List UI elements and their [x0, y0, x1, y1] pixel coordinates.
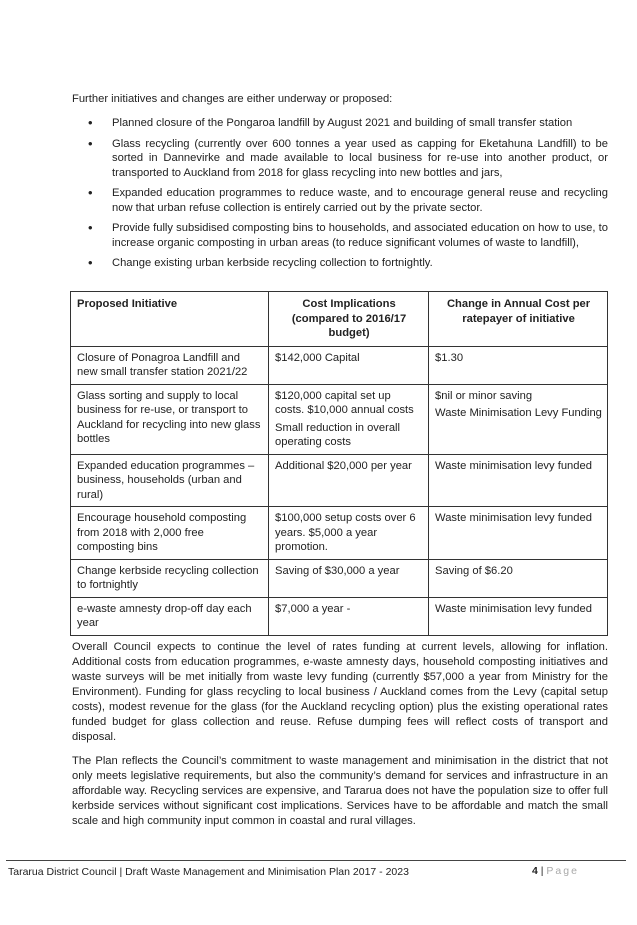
cell-line: Waste minimisation levy funded — [435, 459, 592, 472]
cell-line: Additional $20,000 per year — [275, 459, 412, 472]
column-header-change: Change in Annual Cost per ratepayer of initiative — [429, 292, 608, 347]
page-word: Page — [546, 865, 579, 877]
page-separator: | — [537, 865, 547, 877]
table-row — [71, 454, 608, 507]
table-row — [71, 346, 608, 384]
table-row — [71, 597, 608, 635]
cell-initiative: Closure of Ponagroa Landfill and new small transfer station 2021/22 — [71, 346, 269, 384]
footer-divider — [6, 860, 626, 861]
list-item: • Expanded education programmes to reduce waste, and to encourage general reuse and recycling now that urban refuse collection is entirely carried out by the private sector. — [88, 186, 608, 215]
list-item: • Change existing urban kerbside recycling collection to fortnightly. — [88, 256, 608, 271]
cell-line: Saving of $30,000 a year — [275, 564, 400, 577]
cell-line: $7,000 a year - — [275, 602, 351, 615]
cell-initiative: Change kerbside recycling collection to fortnightly — [71, 559, 269, 597]
cell-line: $100,000 setup costs over 6 years. $5,000 a year promotion. — [275, 512, 416, 553]
cell-cost — [269, 454, 429, 507]
cell-cost — [269, 597, 429, 635]
cell-change — [429, 384, 608, 454]
cell-line: $1.30 — [435, 351, 464, 364]
page-number-label — [532, 865, 579, 877]
cell-line: Saving of $6.20 — [435, 564, 513, 577]
list-item: • Planned closure of the Pongaroa landfill by August 2021 and building of small transfer station — [88, 116, 608, 131]
cell-change — [429, 454, 608, 507]
table-header-row — [71, 292, 608, 347]
cell-cost — [269, 384, 429, 454]
footer-title: Tararua District Council | Draft Waste Management and Minimisation Plan 2017 - 2023 — [8, 866, 409, 878]
table-row — [71, 559, 608, 597]
cell-change — [429, 507, 608, 560]
cell-cost — [269, 346, 429, 384]
paragraph-commitment: The Plan reflects the Council’s commitment to waste management and minimisation in the district that not only meets legislative requirements, but also the community’s demand for services and infrastructure in an affordable way. Recycling services are expensive, and Tararua does not have the population size to offer full kerbside services without significant cost implications. Services have to be affordable and match the small scale and high community input common in coastal and rural villages. — [72, 755, 608, 827]
cell-line: $nil or minor saving — [435, 389, 533, 402]
list-item: • Provide fully subsidised composting bins to households, and associated education on how to use, to increase organic composting in urban areas (to reduce significant volumes of waste to landfill), — [88, 221, 608, 250]
cell-initiative: e-waste amnesty drop-off day each year — [71, 597, 269, 635]
paragraph-funding: Overall Council expects to continue the level of rates funding at current levels, allowing for inflation. Additional costs from education programmes, e-waste amnesty days, household composting initiatives and waste surveys will be met initially from waste levy funding (currently $57,000 a year from Ministry for the Environment). Funding for glass recycling to local business / Auckland comes from the Levy (capital setup costs), modest revenue for the glass (for the Auckland recycling option) plus the existing operational rates funded budget for glass collection and reuse. Refuse dumping fees will reflect costs of transport and disposal. — [72, 641, 608, 743]
cell-cost — [269, 559, 429, 597]
page-number: 4 — [532, 865, 538, 877]
cell-line: $120,000 capital set up costs. $10,000 annual costs — [275, 389, 414, 416]
initiatives-list — [88, 116, 608, 277]
cell-line: Waste minimisation levy funded — [435, 512, 592, 524]
column-header-initiative: Proposed Initiative — [71, 292, 269, 347]
intro-text: Further initiatives and changes are either underway or proposed: — [72, 93, 393, 105]
cell-initiative: Encourage household composting from 2018 with 2,000 free composting bins — [71, 507, 269, 560]
cell-line: Waste minimisation levy funded — [435, 602, 592, 615]
cell-initiative: Expanded education programmes – business, households (urban and rural) — [71, 454, 269, 507]
cell-change — [429, 346, 608, 384]
cell-initiative: Glass sorting and supply to local business for re-use, or transport to Auckland for recycling into new glass bottles — [71, 384, 269, 454]
cell-line: $142,000 Capital — [275, 351, 360, 364]
table-row — [71, 384, 608, 454]
cell-line: Waste Minimisation Levy Funding — [435, 407, 602, 419]
cell-line: Small reduction in overall operating costs — [275, 421, 401, 448]
table-row — [71, 507, 608, 560]
cell-change — [429, 597, 608, 635]
list-item: • Glass recycling (currently over 600 tonnes a year used as capping for Eketahuna Landfill) to be sorted in Dannevirke and made available to local business for re-use into another product, or transported to Auckland from 2018 for glass recycling into new bottles and jars, — [88, 137, 608, 181]
initiatives-table — [70, 291, 608, 636]
cell-change — [429, 559, 608, 597]
column-header-cost: Cost Implications (compared to 2016/17 budget) — [269, 292, 429, 347]
cell-cost — [269, 507, 429, 560]
